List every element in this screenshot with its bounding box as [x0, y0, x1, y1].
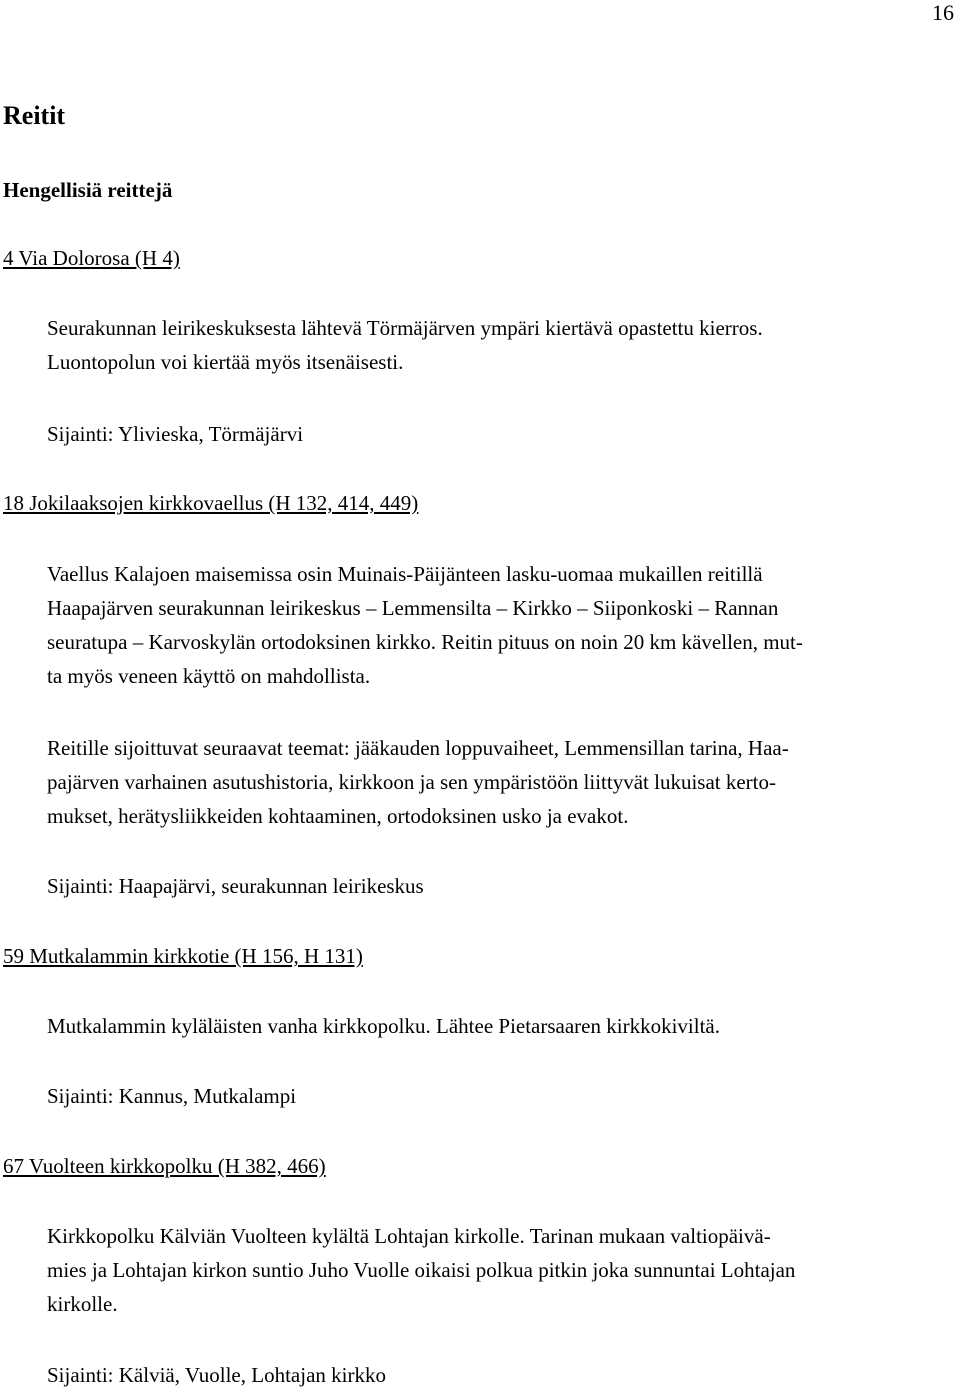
page-title: Reitit — [3, 101, 66, 130]
text-line: pajärven varhainen asutushistoria, kirkkoon ja sen ympäristöön liittyvät lukuisat kerto- — [47, 770, 777, 794]
text-line: Kirkkopolku Kälviän Vuolteen kylältä Lohtajan kirkolle. Tarinan mukaan valtiopäivä- — [47, 1224, 771, 1248]
route-description — [47, 557, 925, 693]
text-line: Luontopolun voi kiertää myös itsenäisesti. — [47, 350, 404, 374]
route-description — [47, 311, 925, 379]
route-description — [47, 1009, 925, 1043]
route-heading: 18 Jokilaaksojen kirkkovaellus (H 132, 414, 449) — [3, 491, 419, 515]
text-line: mies ja Lohtajan kirkon suntio Juho Vuolle oikaisi polkua pitkin joka sunnuntai Lohtajan — [47, 1258, 796, 1282]
route-heading: 67 Vuolteen kirkkopolku (H 382, 466) — [3, 1154, 326, 1178]
page-number: 16 — [932, 0, 954, 25]
text-line: Haapajärven seurakunnan leirikeskus – Lemmensilta – Kirkko – Siiponkoski – Rannan — [47, 596, 779, 620]
route-location: Sijainti: Ylivieska, Törmäjärvi — [47, 422, 304, 446]
route-location: Sijainti: Haapajärvi, seurakunnan leirikeskus — [47, 874, 424, 898]
text-line: seuratupa – Karvoskylän ortodoksinen kirkko. Reitin pituus on noin 20 km kävellen, mut- — [47, 630, 803, 654]
route-location: Sijainti: Kannus, Mutkalampi — [47, 1084, 297, 1108]
text-line: mukset, herätysliikkeiden kohtaaminen, ortodoksinen usko ja evakot. — [47, 804, 629, 828]
route-location: Sijainti: Kälviä, Vuolle, Lohtajan kirkko — [47, 1363, 386, 1387]
text-line: ta myös veneen käyttö on mahdollista. — [47, 664, 371, 688]
route-description — [47, 1219, 925, 1321]
text-line: Mutkalammin kyläläisten vanha kirkkopolku. Lähtee Pietarsaaren kirkkokiviltä. — [47, 1014, 720, 1038]
route-heading: 59 Mutkalammin kirkkotie (H 156, H 131) — [3, 944, 363, 968]
route-heading: 4 Via Dolorosa (H 4) — [3, 246, 180, 270]
route-themes — [47, 731, 925, 833]
text-line: Seurakunnan leirikeskuksesta lähtevä Törmäjärven ympäri kiertävä opastettu kierros. — [47, 316, 763, 340]
section-subtitle: Hengellisiä reittejä — [3, 178, 173, 202]
text-line: Reitille sijoittuvat seuraavat teemat: jääkauden loppuvaiheet, Lemmensillan tarina, Haa- — [47, 736, 789, 760]
text-line: Vaellus Kalajoen maisemissa osin Muinais-Päijänteen lasku-uomaa mukaillen reitillä — [47, 562, 763, 586]
text-line: kirkolle. — [47, 1292, 118, 1316]
